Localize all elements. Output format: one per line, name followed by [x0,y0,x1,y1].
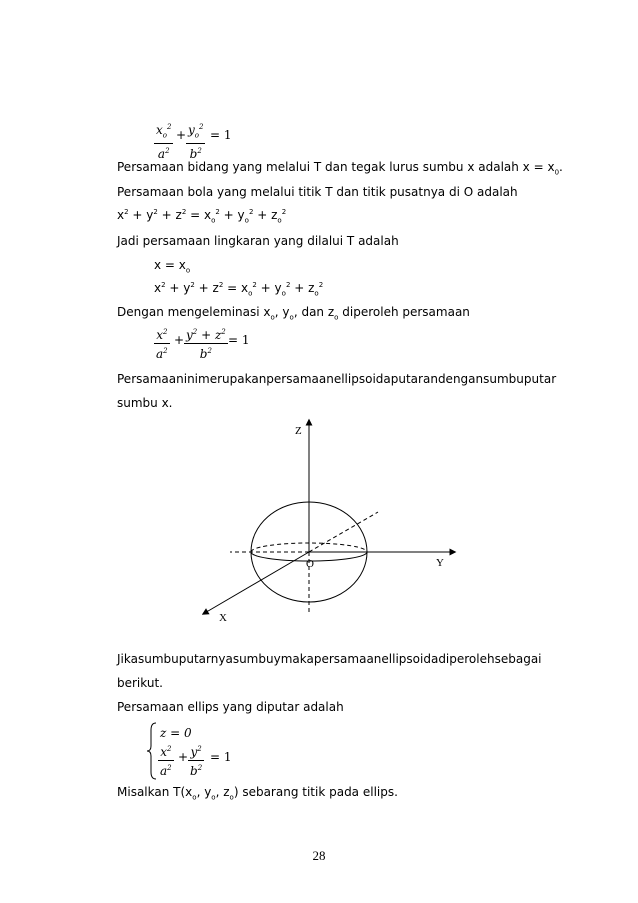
word: maka [280,652,314,666]
z-label: Z [295,425,302,437]
paragraph-lingkaran: Jadi persamaan lingkaran yang dilalui T adalah [117,234,399,248]
fraction-x0-a: $x_o^2$ $a^2$ [156,123,172,162]
word: sumbu [232,652,274,666]
word: dengan [437,372,484,386]
equation-bola: $x^2 + y^2 + z^2 = x_o^2 + y_o^2 + z_o^2$ [117,208,287,225]
x-axis [203,552,309,614]
word: persamaan [313,652,382,666]
paragraph-ellips: Persamaan ellips yang diputar adalah [117,700,344,714]
fraction-yz-b: $y^2 + z^2$ $b^2$ [186,328,226,361]
word: ini [183,372,199,386]
x-label: X [219,612,227,624]
fraction-y0-b: $y_o^2$ $b^2$ [188,123,204,162]
word: diperoleh [438,652,495,666]
fraction-x-a: $x^2$ $a^2$ [156,328,168,361]
word: putar [523,372,557,386]
word: sumbu [483,372,524,386]
paragraph-bola: Persamaan bola yang melalui titik T dan titik pusatnya di O adalah [117,185,518,199]
paragraph-berikut: berikut. [117,676,163,690]
x-axis-dashed [309,512,378,552]
word: sumbu [137,652,179,666]
fraction-y-b-system: $y^2$ $b^2$ [190,745,203,778]
fraction-x-a-system: $x^2$ $a^2$ [160,745,172,778]
equation-lingkaran: $x^2 + y^2 + z^2 = x_o^2 + y_o^2 + z_o^2$ [154,281,324,298]
word: Persamaan [117,372,184,386]
paragraph-eliminasi: Dengan mengeleminasi $x_o$, $y_o$, dan $z_o$ diperoleh persamaan [117,305,470,322]
paragraph-bidang: Persamaan bidang yang melalui T dan tegak lurus sumbu x adalah $x = x_0$. [117,160,563,177]
word: ellipsoida [381,652,439,666]
word: y [273,652,281,666]
word: Jika [117,652,138,666]
word: ellipsoida [333,372,391,386]
paragraph-misalkan: Misalkan $T(x_o$, $y_o$, $z_o$) sebarang titik pada ellips. [117,785,398,802]
word: persamaan [266,372,334,386]
word: merupakan [198,372,267,386]
paragraph-sumbu-x: sumbu x. [117,396,173,410]
left-brace [146,722,158,780]
word: putaran [390,372,438,386]
word: putarnya [178,652,233,666]
y-label: Y [436,557,444,569]
origin-label: O [306,558,314,570]
word: sebagai [494,652,542,666]
equation-x-x0: $x = x_o$ [154,258,191,275]
paragraph-sumbu-y [117,652,542,666]
page-number: 28 [312,848,326,863]
